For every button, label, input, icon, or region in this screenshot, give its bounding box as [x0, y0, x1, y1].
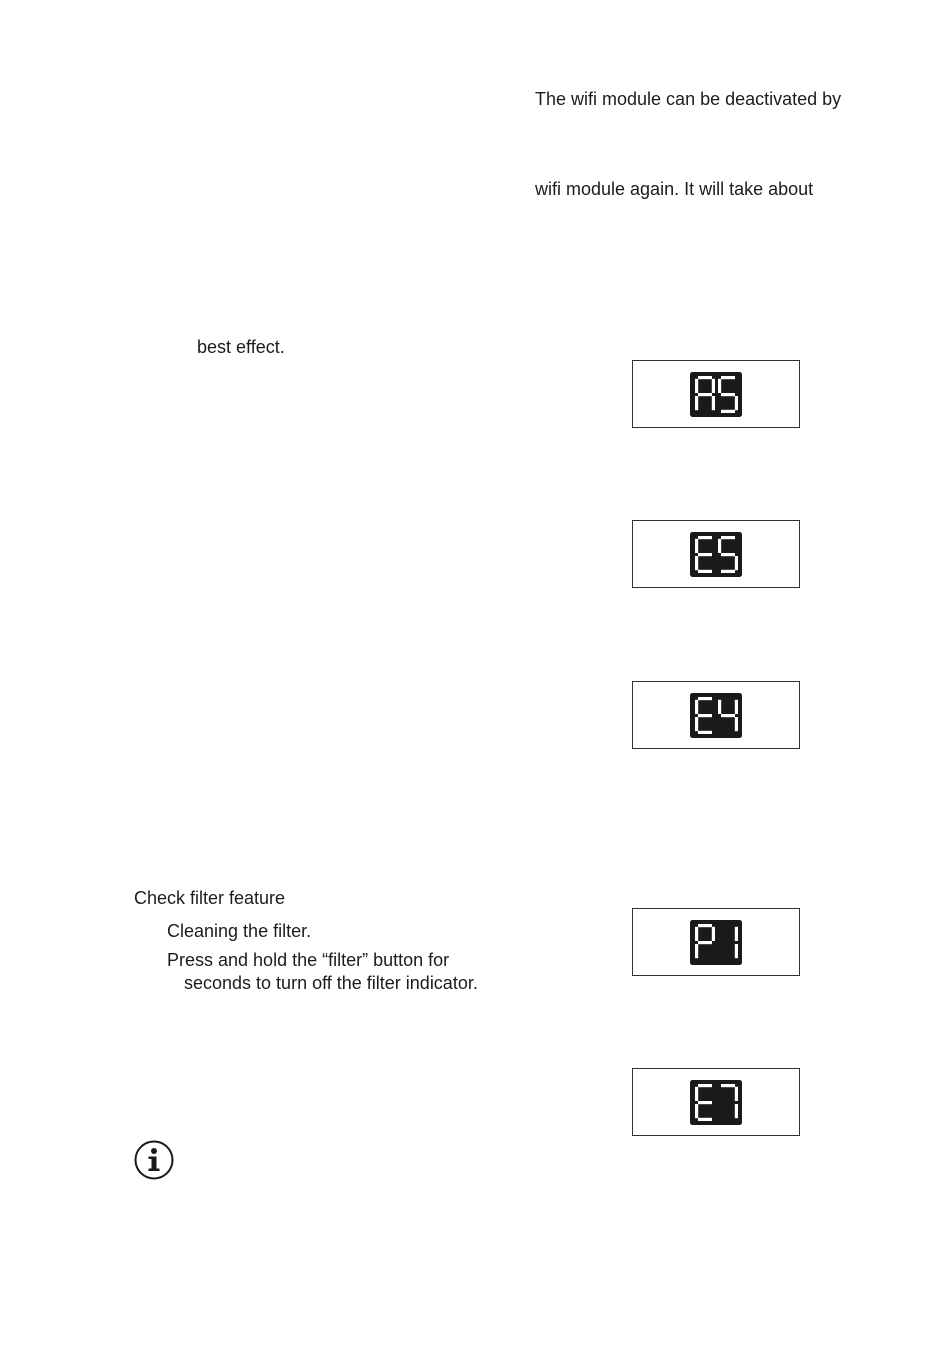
display-e7-digits	[690, 1080, 742, 1125]
display-code-e4	[632, 681, 800, 749]
info-icon	[134, 1140, 174, 1180]
display-e5-digits	[690, 532, 742, 577]
filter-item-press-hold-line-1: Press and hold the “filter” button for	[167, 950, 450, 970]
display-code-e7	[632, 1068, 800, 1136]
filter-heading: Check filter feature	[134, 888, 286, 908]
display-code-e5	[632, 520, 800, 588]
filter-item-cleaning: Cleaning the filter.	[167, 921, 312, 941]
display-a5-digits	[690, 372, 742, 417]
filter-item-press-hold-line-2: seconds to turn off the filter indicator.	[184, 973, 478, 993]
display-code-a5	[632, 360, 800, 428]
display-e4-digits	[690, 693, 742, 738]
display-p1-digits	[690, 920, 742, 965]
display-code-p1	[632, 908, 800, 976]
best-effect-text: best effect.	[197, 337, 285, 357]
wifi-text-line-1: The wifi module can be deactivated by	[535, 89, 842, 109]
wifi-text-line-2: wifi module again. It will take about	[535, 179, 814, 199]
